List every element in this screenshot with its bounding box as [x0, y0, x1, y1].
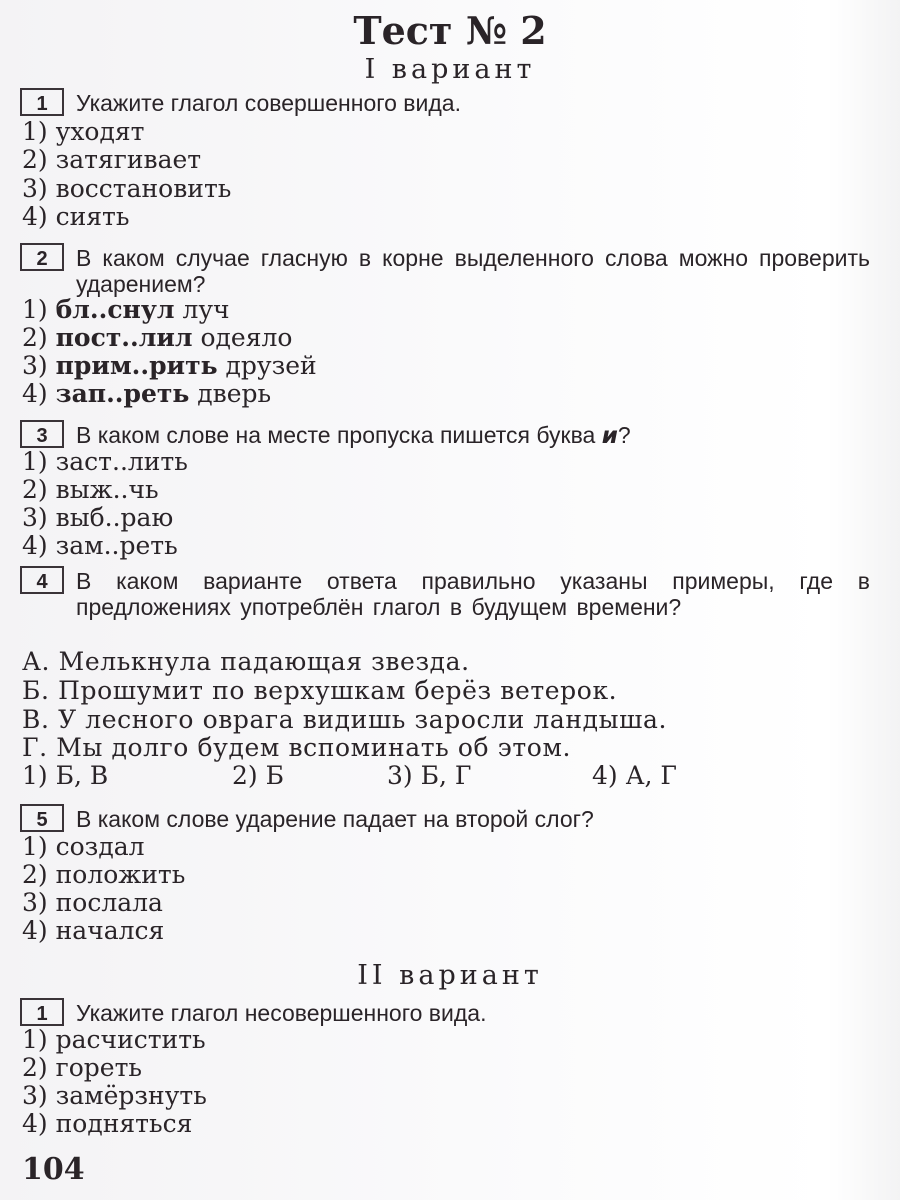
- question-text: Укажите глагол совершенного вида.: [76, 90, 461, 116]
- question-4-header: [20, 568, 870, 620]
- test-title: Тест № 2: [353, 8, 547, 53]
- option: 1) уходят: [22, 117, 145, 146]
- question-number-box: 4: [20, 566, 64, 594]
- question-number-box: 5: [20, 804, 64, 832]
- variant-2-heading: II вариант: [357, 960, 543, 991]
- page-number: 104: [22, 1152, 85, 1187]
- option: 4) подняться: [22, 1109, 193, 1138]
- question-5-header: [20, 806, 870, 832]
- option: 2) пост..лил одеяло: [22, 323, 293, 352]
- option: 3) выб..раю: [22, 503, 174, 532]
- question-1-header: [20, 90, 870, 116]
- option: 2) гореть: [22, 1053, 143, 1082]
- question-text: Укажите глагол несовершенного вида.: [76, 1000, 487, 1026]
- question-number-box: 2: [20, 243, 64, 271]
- question-text: В каком слове ударение падает на второй слог?: [76, 806, 594, 832]
- option: 1) заст..лить: [22, 447, 188, 476]
- example-sentence: А. Мелькнула падающая звезда.: [22, 647, 470, 676]
- question-number-box: 3: [20, 420, 64, 448]
- variant-1-heading: I вариант: [364, 54, 536, 85]
- option: 3) восстановить: [22, 174, 232, 203]
- option: 4) начался: [22, 916, 165, 945]
- option: 3) прим..рить друзей: [22, 351, 317, 380]
- option: 2) затягивает: [22, 145, 202, 174]
- question-number-box: 1: [20, 88, 64, 116]
- answer-choice: 2) Б: [232, 761, 284, 790]
- question-2-header: [20, 245, 870, 297]
- option: 2) выж..чь: [22, 475, 159, 504]
- option: 4) сиять: [22, 202, 130, 231]
- question-1-header: [20, 1000, 870, 1026]
- option: 3) послала: [22, 888, 163, 917]
- answer-choice: 4) А, Г: [592, 761, 677, 790]
- option: 4) зам..реть: [22, 531, 178, 560]
- example-sentence: Г. Мы долго будем вспоминать об этом.: [22, 733, 572, 762]
- question-text: В каком варианте ответа правильно указаны примеры, где в предложениях употреблён глагол в будущем времени?: [76, 568, 870, 620]
- option: 1) расчистить: [22, 1025, 206, 1054]
- option: 1) бл..снул луч: [22, 295, 230, 324]
- example-sentence: В. У лесного оврага видишь заросли ландыша.: [22, 705, 668, 734]
- option: 2) положить: [22, 860, 186, 889]
- option: 1) создал: [22, 832, 145, 861]
- answer-choice: 1) Б, В: [22, 761, 109, 790]
- example-sentence: Б. Прошумит по верхушкам берёз ветерок.: [22, 676, 618, 705]
- question-text: В каком слове на месте пропуска пишется буква и?: [76, 422, 631, 449]
- option: 4) зап..реть дверь: [22, 379, 272, 408]
- question-text: В каком случае гласную в корне выделенного слова можно проверить ударением?: [76, 245, 870, 297]
- question-3-header: [20, 422, 870, 449]
- option: 3) замёрзнуть: [22, 1081, 207, 1110]
- answer-choice: 3) Б, Г: [387, 761, 472, 790]
- question-number-box: 1: [20, 998, 64, 1026]
